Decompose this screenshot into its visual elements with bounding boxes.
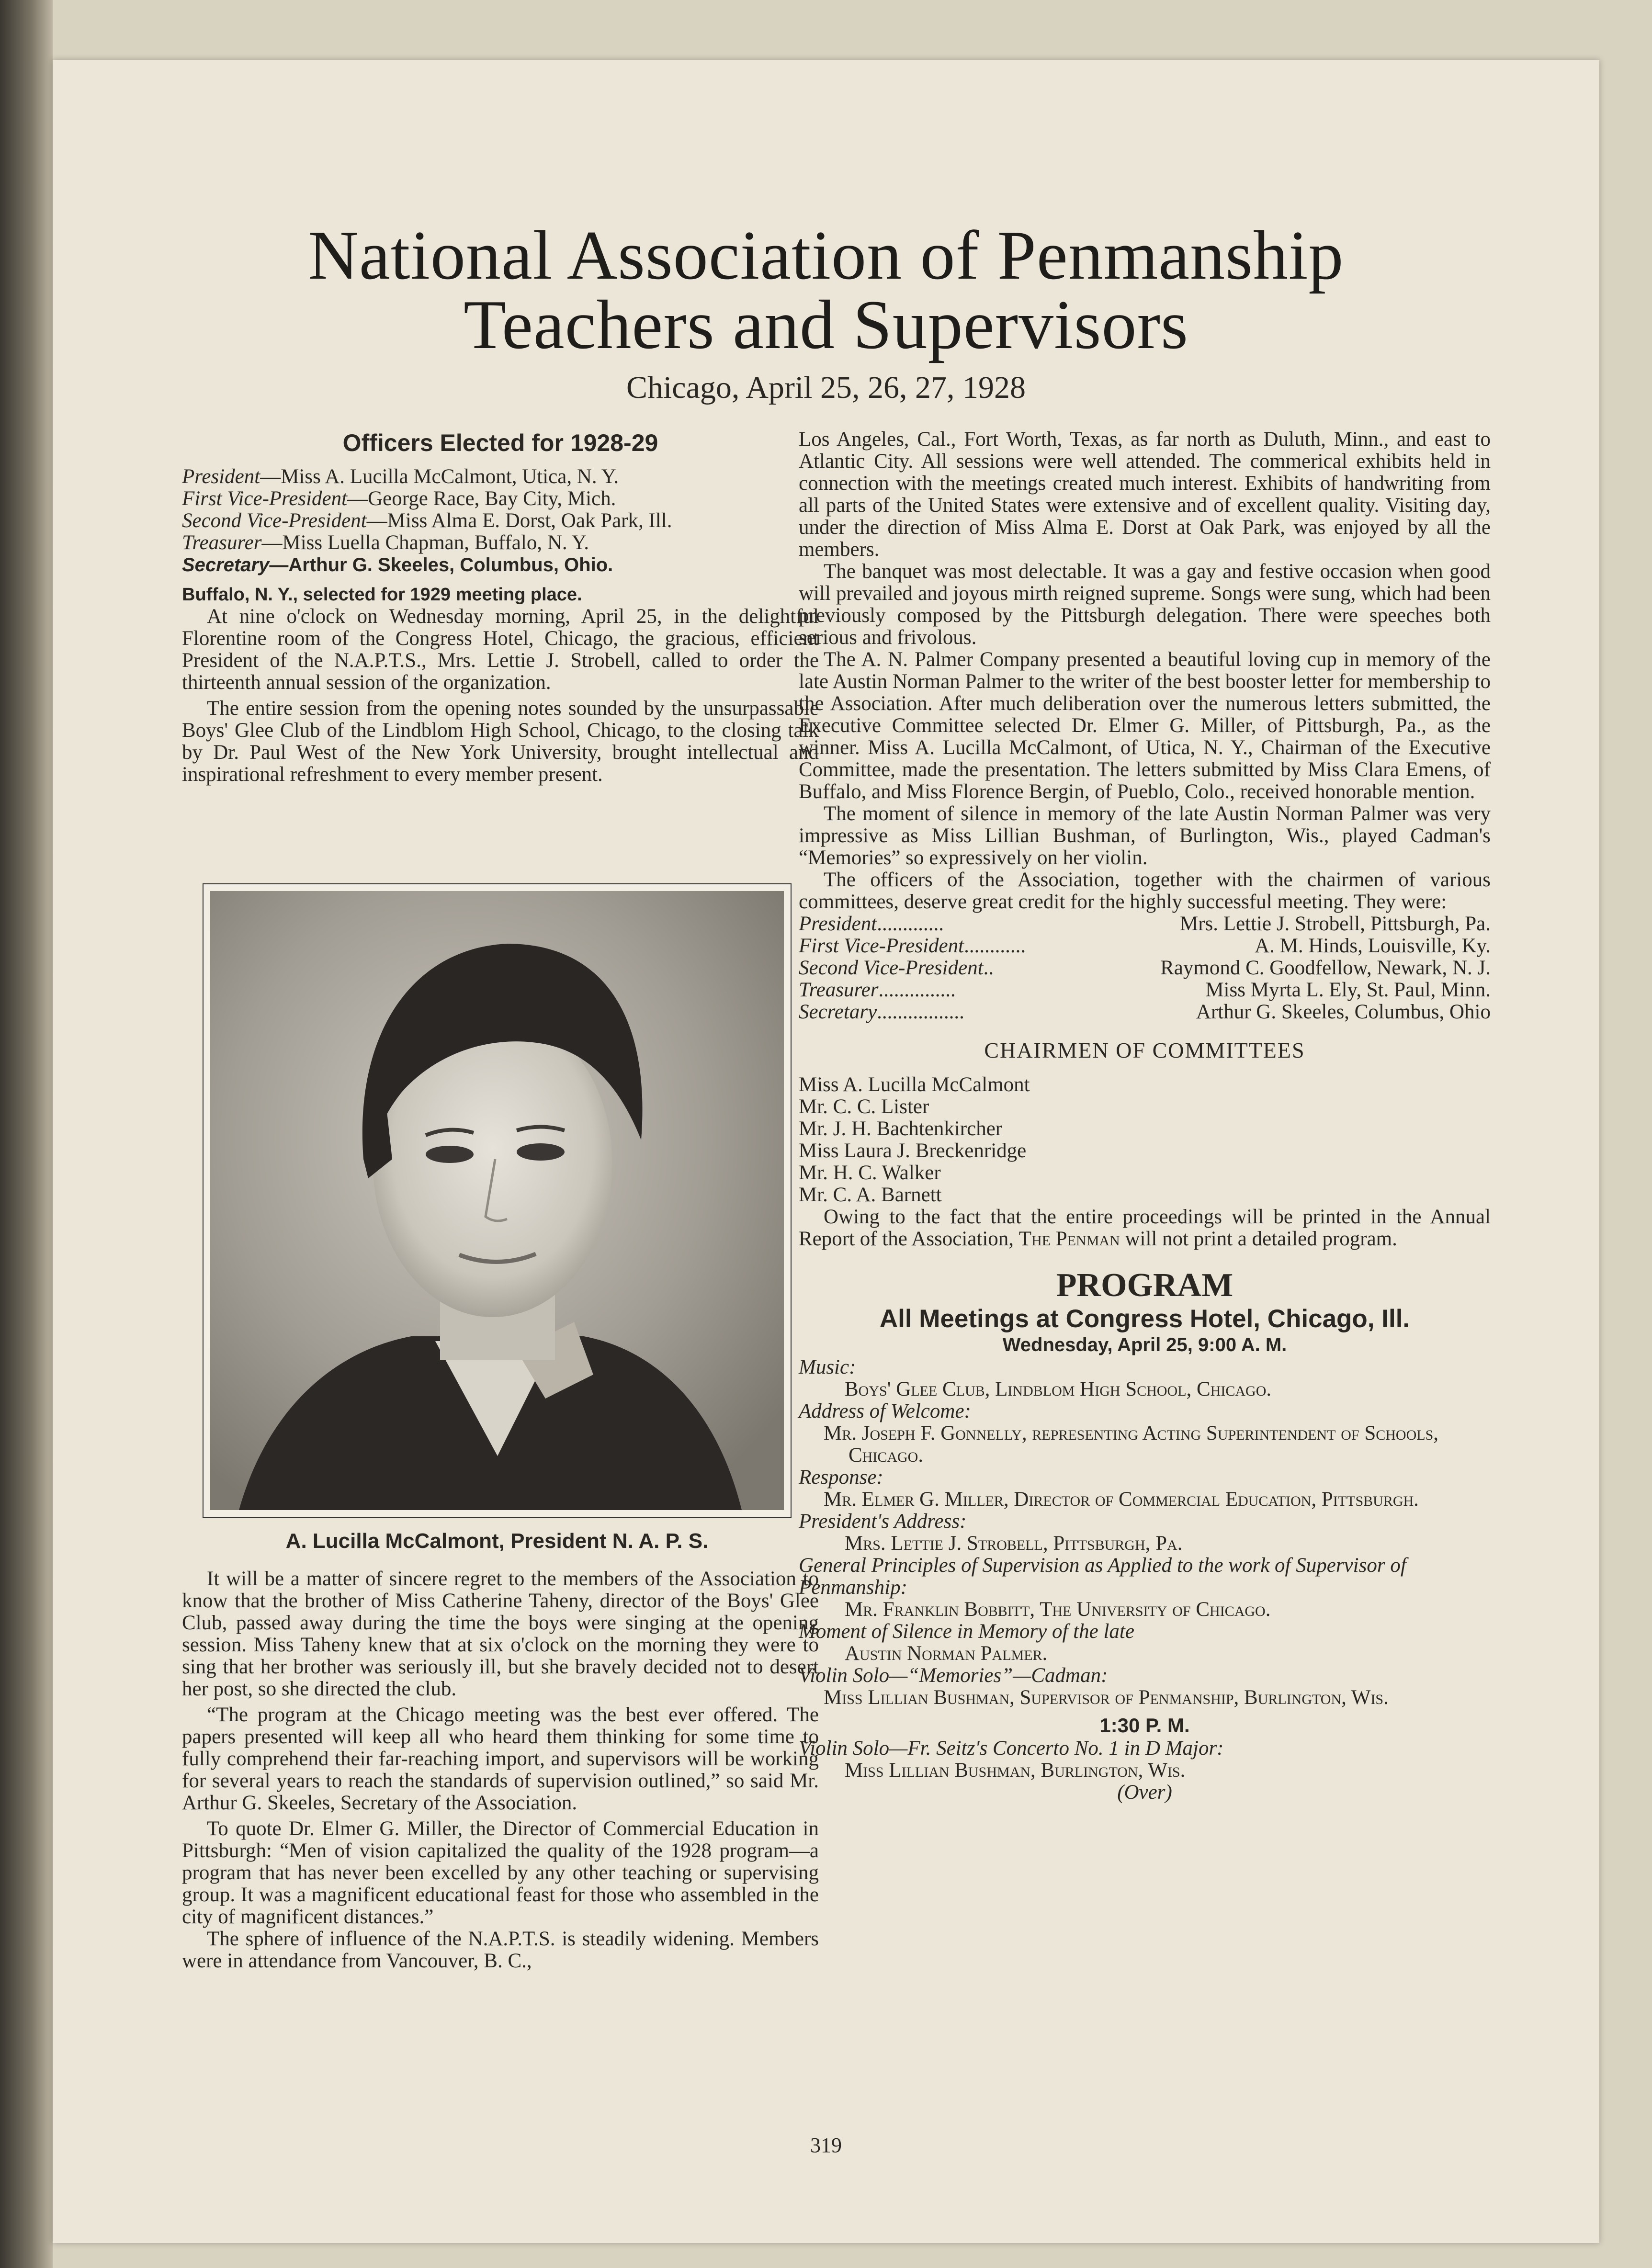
article-dateline: Chicago, April 25, 26, 27, 1928 bbox=[626, 370, 1026, 405]
right-paragraph-1: Los Angeles, Cal., Fort Worth, Texas, as far north as Duluth, Minn., and east to Atlantic City. All sessions were well attended. The commerical exhibits held in connection with the meetings created much interest. Exhibits of handwriting from all parts of the United States were extensive and of excellent quality. Visiting day, under the direction of Miss Alma E. Dorst at Oak Park, was enjoyed by all the members. bbox=[799, 428, 1491, 561]
officer-row: President............. Mrs. Lettie J. Strobell, Pittsburgh, Pa. bbox=[799, 913, 1491, 935]
chairman-item: Miss Laura J. Breckenridge bbox=[799, 1140, 1027, 1162]
right-paragraph-6: Owing to the fact that the entire proceedings will be printed in the Annual Report of the Association, The Penman will not print a detailed program. bbox=[799, 1206, 1491, 1250]
program-heading: PROGRAM bbox=[1056, 1267, 1233, 1304]
page-number: 319 bbox=[810, 2133, 842, 2157]
program-subheading: All Meetings at Congress Hotel, Chicago, Ill. bbox=[879, 1305, 1410, 1333]
left-paragraph-3: It will be a matter of sincere regret to the members of the Association to know that the brother of Miss Catherine Taheny, director of the Boys' Glee Club, passed away during the time the boys were singing at the opening session. Miss Taheny knew that at six o'clock on the morning they were to sing that her brother was seriously ill, but she bravely decided not to desert her post, so she directed the club. bbox=[182, 1568, 819, 1700]
right-paragraph-4: The moment of silence in memory of the late Austin Norman Palmer was very impressive as Miss Lillian Bushman, of Burlington, Wis., played Cadman's “Memories” so expressively on her violin. bbox=[799, 802, 1491, 869]
left-paragraph-1: At nine o'clock on Wednesday morning, April 25, in the delightful Florentine room of the Congress Hotel, Chicago, the gracious, efficient President of the N.A.P.T.S., Mrs. Lettie J. Strobell, called to order the thirteenth annual session of the organization. bbox=[182, 605, 819, 694]
portrait-photo bbox=[210, 891, 784, 1510]
chairman-item: Miss A. Lucilla McCalmont bbox=[799, 1073, 1030, 1096]
photo-caption: A. Lucilla McCalmont, President N. A. P. S. bbox=[285, 1529, 709, 1553]
right-paragraph-2: The banquet was most delectable. It was a gay and festive occasion when good will prevailed and joyous mirth reigned supreme. Songs were sung, which had been previously composed by the Pittsburgh delegation. There were speeches both serious and frivolous. bbox=[799, 560, 1491, 649]
officer-row: First Vice-President............ A. M. Hinds, Louisville, Ky. bbox=[799, 935, 1491, 957]
program-item: Violin Solo—“Memories”—Cadman: Miss Lillian Bushman, Supervisor of Penmanship, Burlington, Wis. bbox=[799, 1664, 1389, 1709]
chairmen-list bbox=[799, 1074, 1491, 1206]
over-note: (Over) bbox=[1117, 1781, 1172, 1804]
right-paragraph-5: The officers of the Association, together with the chairmen of various committees, deserve great credit for the highly successful meeting. They were: bbox=[799, 869, 1491, 913]
program-session-1: Wednesday, April 25, 9:00 A. M. bbox=[1002, 1334, 1287, 1355]
program-item: Moment of Silence in Memory of the late Austin Norman Palmer. bbox=[799, 1620, 1134, 1665]
program-item: Music: Boys' Glee Club, Lindblom High School, Chicago. bbox=[799, 1356, 1272, 1400]
chairman-item: Mr. H. C. Walker bbox=[799, 1162, 941, 1184]
officers-1928-list bbox=[799, 913, 1491, 1023]
officer-item: President—Miss A. Lucilla McCalmont, Utica, N. Y. bbox=[182, 465, 619, 488]
program-list bbox=[799, 1356, 1491, 1709]
portrait-illustration bbox=[210, 891, 784, 1510]
program-item: Response: Mr. Elmer G. Miller, Director of Commercial Education, Pittsburgh. bbox=[799, 1466, 1419, 1511]
left-paragraph-4: “The program at the Chicago meeting was the best ever offered. The papers presented will keep all who heard them thinking for some time to fully comprehend their far-reaching import, and supervisors will be working for several years to reach the standards of supervision outlined,” so said Mr. Arthur G. Skeeles, Secretary of the Association. bbox=[182, 1704, 819, 1814]
article-title-line-1: National Association of Penmanship bbox=[308, 216, 1344, 294]
officer-item: First Vice-President—George Race, Bay City, Mich. bbox=[182, 487, 616, 510]
program-item: General Principles of Supervision as Applied to the work of Supervisor of Penmanship: Mr. Franklin Bobbitt, The University of Chicago. bbox=[799, 1554, 1406, 1621]
officer-row: Treasurer............... Miss Myrta L. Ely, St. Paul, Minn. bbox=[799, 979, 1491, 1001]
portrait-photo-frame bbox=[203, 883, 792, 1518]
chairman-item: Mr. C. C. Lister bbox=[799, 1095, 929, 1118]
right-column bbox=[799, 429, 1491, 1804]
officer-item: Secretary—Arthur G. Skeeles, Columbus, Ohio. bbox=[182, 554, 613, 575]
officer-item: Second Vice-President—Miss Alma E. Dorst, Oak Park, Ill. bbox=[182, 509, 672, 532]
chairman-item: Mr. J. H. Bachtenkircher bbox=[799, 1117, 1003, 1140]
program-item: President's Address: Mrs. Lettie J. Strobell, Pittsburgh, Pa. bbox=[799, 1510, 1183, 1555]
program-item: Address of Welcome: Mr. Joseph F. Gonnelly, representing Acting Superintendent of Schools, Chicago. bbox=[799, 1400, 1438, 1467]
right-paragraph-3: The A. N. Palmer Company presented a beautiful loving cup in memory of the late Austin Norman Palmer to the writer of the best booster letter for membership to the Association. After much deliberation over the numerous letters submitted, the Executive Committee selected Dr. Elmer G. Miller, of Pittsburgh, Pa., as the winner. Miss A. Lucilla McCalmont, of Utica, N. Y., Chairman of the Executive Committee, made the presentation. The letters submitted by Miss Clara Emens, of Buffalo, and Miss Florence Bergin, of Pueblo, Colo., received honorable mention. bbox=[799, 648, 1491, 803]
article-title-line-2: Teachers and Supervisors bbox=[464, 286, 1188, 363]
penman-name: The Penman bbox=[1018, 1228, 1120, 1250]
program-item-8-label: Violin Solo—Fr. Seitz's Concerto No. 1 in D Major: bbox=[799, 1737, 1224, 1760]
meeting-place-note: Buffalo, N. Y., selected for 1929 meeting place. bbox=[182, 585, 582, 605]
book-binding bbox=[0, 0, 53, 2268]
program-item-8-line: Miss Lillian Bushman, Burlington, Wis. bbox=[845, 1759, 1186, 1782]
journal-page bbox=[53, 60, 1599, 2243]
officers-elected-section bbox=[182, 429, 819, 786]
left-paragraph-2: The entire session from the opening notes sounded by the unsurpassable Boys' Glee Club of the Lindblom High School, Chicago, to the closing talk by Dr. Paul West of the New York University, brought intellectual and inspirational refreshment to every member present. bbox=[182, 697, 819, 786]
left-column-lower bbox=[182, 1568, 819, 1972]
chairman-item: Mr. C. A. Barnett bbox=[799, 1184, 942, 1206]
officer-row: Second Vice-President.. Raymond C. Goodfellow, Newark, N. J. bbox=[799, 957, 1491, 979]
left-paragraph-6: The sphere of influence of the N.A.P.T.S. is steadily widening. Members were in attendance from Vancouver, B. C., bbox=[182, 1928, 819, 1972]
program-session-2: 1:30 P. M. bbox=[1099, 1714, 1190, 1737]
officer-row: Secretary................. Arthur G. Skeeles, Columbus, Ohio bbox=[799, 1001, 1491, 1023]
officer-item: Treasurer—Miss Luella Chapman, Buffalo, N. Y. bbox=[182, 531, 589, 554]
left-paragraph-5: To quote Dr. Elmer G. Miller, the Director of Commercial Education in Pittsburgh: “Men of vision capitalized the quality of the 1928 program—a program that has never been excelled by any other teaching or supervising group. It was a magnificent educational feast for those who assembled in the city of magnificent distances.” bbox=[182, 1817, 819, 1928]
chairmen-heading: CHAIRMEN OF COMMITTEES bbox=[984, 1038, 1305, 1062]
officers-elected-heading: Officers Elected for 1928-29 bbox=[342, 429, 658, 456]
officers-elected-list bbox=[182, 466, 819, 786]
